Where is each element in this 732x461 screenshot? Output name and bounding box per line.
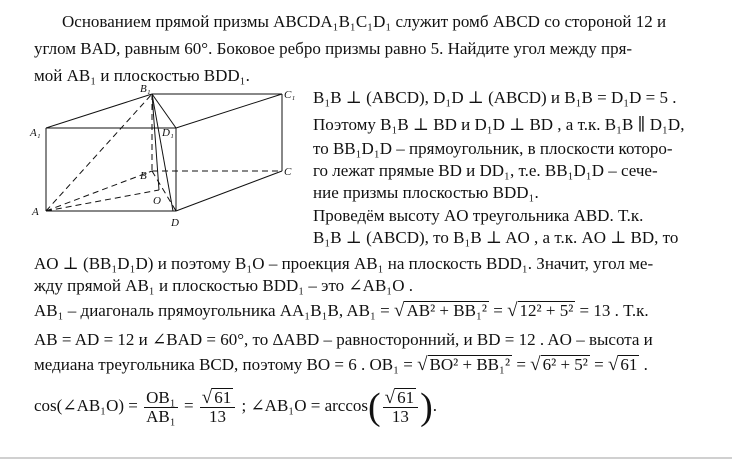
fraction-denominator: 13 [209,407,226,426]
full-line-6 [34,388,437,426]
f3-radicand-1: AB² + BB₁² [406,301,487,320]
fraction-denominator: AB₁ [146,406,176,426]
label-C1: C₁ [284,89,296,101]
f3-text-c: = 13 . Т.к. [575,301,649,320]
solution-line-1: B₁B ⊥ (ABCD), D₁D ⊥ (ABCD) и B₁B = D₁D = 5 . [313,88,677,107]
f6-text-d: . [432,395,438,415]
solution-line-4: го лежат прямые BD и DD₁, т.е. BB₁D₁D – сече- [313,161,658,180]
label-D: D [171,217,179,229]
right-paren: ) [420,386,433,428]
label-B1: B₁ [140,84,151,95]
prism-figure [28,84,308,234]
sqrt-sign: √ [394,300,405,321]
full-line-3 [34,300,649,322]
fraction-ob1-ab1 [144,389,178,426]
sqrt-sign: √ [607,354,619,375]
full-line-2: жду прямой AB₁ и плоскостью BDD₁ – это ∠AB₁O . [34,276,413,295]
problem-line-1: Основанием прямой призмы ABCDA₁B₁C₁D₁ служит ромб ABCD со стороной 12 и [62,12,667,31]
solution-line-2: Поэтому B₁B ⊥ BD и D₁D ⊥ BD , а т.к. B₁B ∥ D₁D, [313,115,685,134]
radicand: 61 [214,388,232,407]
f5-radicand-1: BO² + BB₁² [429,355,511,374]
f5-radicand-3: 61 [620,355,638,374]
f5-text-c: = [589,355,608,374]
f6-text-c: ; ∠AB₁O = arccos [237,395,369,415]
fraction-sqrt61-13 [200,388,235,426]
f6-text-a: cos(∠AB₁O) = [34,395,143,415]
solution-line-3: то BB₁D₁D – прямоугольник, в плоскости которо- [313,139,673,158]
sqrt-sign: √ [384,387,396,408]
full-line-5 [34,354,648,376]
radicand: 61 [397,388,415,407]
solution-line-6: Проведём высоту AO треугольника ABD. Т.к. [313,206,644,225]
sqrt-sign: √ [201,387,213,408]
solution-line-5: ние призмы плоскостью BDD₁. [313,183,539,202]
full-line-4: AB = AD = 12 и ∠BAD = 60°, то ΔABD – равносторонний, и BD = 12 . AO – высота и [34,330,653,349]
sqrt-sign: √ [507,300,518,321]
sqrt-sign: √ [417,354,428,375]
label-C: C [284,166,292,178]
left-paren: ( [368,386,381,428]
bottom-divider [0,457,732,459]
label-O: O [153,195,161,207]
fraction-numerator: OB₁ [146,387,176,407]
solution-line-7: B₁B ⊥ (ABCD), то B₁B ⊥ AO , а т.к. AO ⊥ BD, то [313,228,679,247]
problem-line-3: мой AB₁ и плоскостью BDD₁. [34,66,250,85]
fraction-numerator [200,388,235,408]
label-A1: A₁ [30,127,41,139]
f5-radicand-2: 6² + 5² [542,355,588,374]
f5-text-b: = [512,355,531,374]
f5-text-a: медиана треугольника BCD, поэтому BO = 6 . OB₁ = [34,355,418,374]
label-A: A [32,206,39,218]
full-line-1: AO ⊥ (BB₁D₁D) и поэтому B₁O – проекция AB₁ на плоскость BDD₁. Значит, угол ме- [34,254,654,273]
label-B: B [140,170,147,182]
label-D1: D₁ [162,127,174,139]
fraction-arccos-arg [383,388,418,426]
f3-radicand-2: 12² + 5² [519,301,574,320]
sqrt-sign: √ [530,354,541,375]
f6-text-b: = [179,395,198,415]
problem-line-2: углом BAD, равным 60°. Боковое ребро призмы равно 5. Найдите угол между пря- [34,39,633,58]
fraction-denominator: 13 [391,407,409,426]
fraction-numerator [383,388,418,408]
f3-text-b: = [488,301,508,320]
f5-text-d: . [639,355,648,374]
f3-text-a: AB₁ – диагональ прямоугольника AA₁B₁B, AB₁ = [34,301,395,320]
